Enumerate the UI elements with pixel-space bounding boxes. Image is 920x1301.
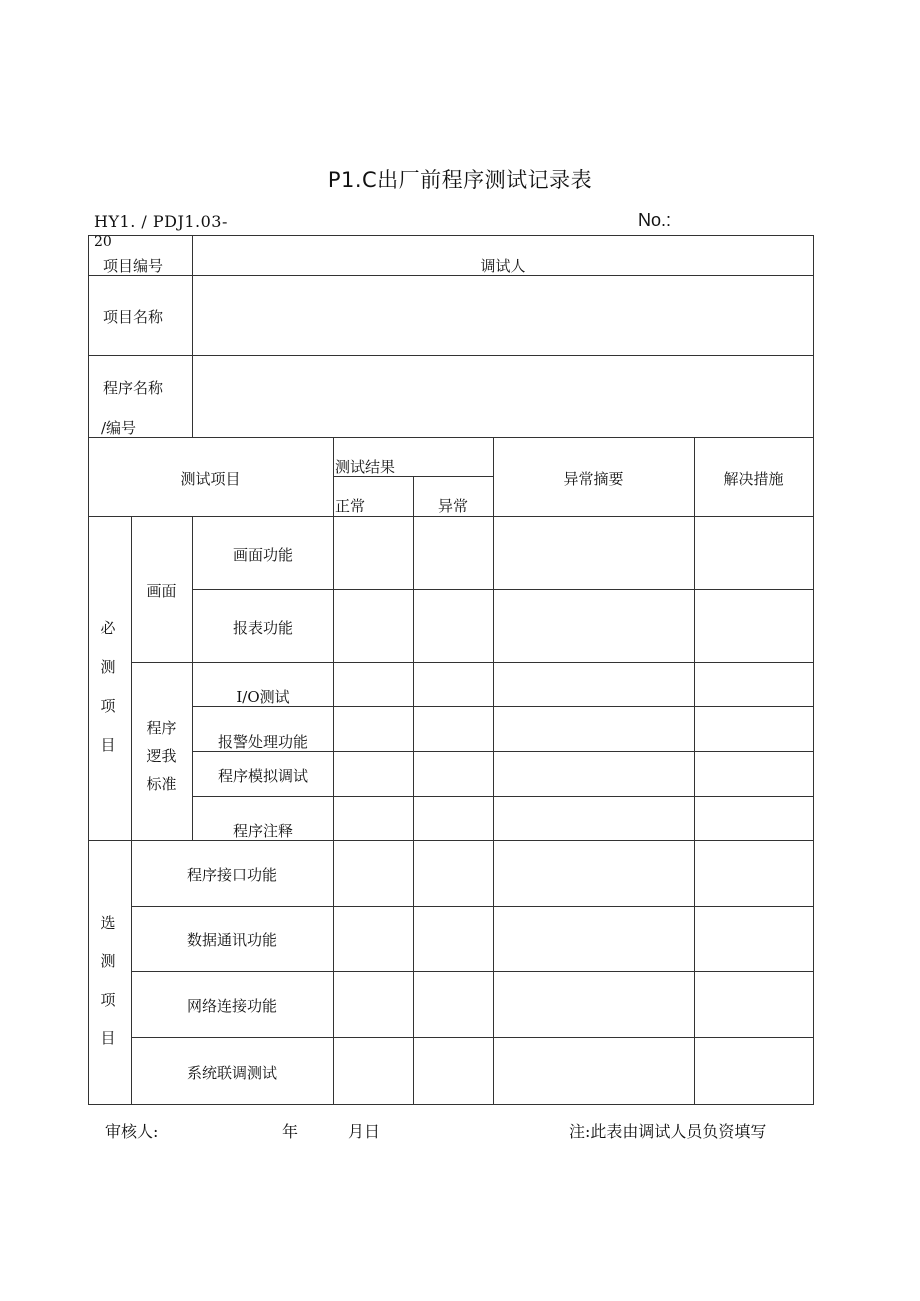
month-day-label: 月日 bbox=[348, 1122, 381, 1141]
required-group-char: 测 bbox=[100, 658, 116, 676]
test-item-label: 系统联调测试 bbox=[186, 1064, 277, 1082]
table-border-left bbox=[88, 235, 89, 1105]
abnormal-header: 异常 bbox=[437, 497, 468, 515]
test-item-label: I/O测试 bbox=[236, 688, 290, 706]
footer-note: 注:此表由调试人员负资填写 bbox=[569, 1122, 767, 1141]
test-result-header: 测试结果 bbox=[335, 458, 396, 476]
table-rule bbox=[333, 437, 334, 1105]
document-code: HY1. / PDJ1.03- bbox=[94, 212, 228, 231]
test-item-label: 程序注释 bbox=[232, 822, 293, 840]
table-rule bbox=[131, 516, 132, 1105]
number-label: No.: bbox=[638, 210, 672, 230]
year-prefix: 20 bbox=[94, 234, 112, 250]
optional-group-char: 目 bbox=[100, 1029, 116, 1047]
test-item-label: 画面功能 bbox=[232, 546, 293, 564]
table-rule bbox=[88, 516, 814, 517]
logic-subgroup-label: 逻我 bbox=[146, 747, 177, 765]
test-item-label: 报表功能 bbox=[232, 619, 293, 637]
table-rule bbox=[131, 1037, 814, 1038]
test-item-label: 报警处理功能 bbox=[217, 733, 308, 751]
test-item-label: 数据通讯功能 bbox=[186, 931, 277, 949]
test-item-header: 测试项目 bbox=[180, 470, 241, 488]
logic-subgroup-label: 程序 bbox=[146, 719, 177, 737]
table-rule bbox=[694, 437, 695, 1105]
program-no-label: /编号 bbox=[101, 419, 137, 437]
table-rule bbox=[131, 971, 814, 972]
normal-header: 正常 bbox=[335, 497, 366, 515]
test-item-label: 网络连接功能 bbox=[186, 997, 277, 1015]
required-group-char: 必 bbox=[100, 619, 116, 637]
page-title: P1.C出厂前程序测试记录表 bbox=[327, 168, 593, 192]
table-border-right bbox=[813, 235, 814, 1105]
required-group-char: 项 bbox=[100, 697, 116, 715]
table-rule bbox=[131, 662, 814, 663]
required-group-char: 目 bbox=[100, 736, 116, 754]
optional-group-char: 测 bbox=[100, 952, 116, 970]
reviewer-label: 审核人: bbox=[105, 1122, 159, 1141]
tester-label: 调试人 bbox=[480, 257, 526, 275]
table-rule bbox=[413, 476, 414, 1105]
table-rule bbox=[88, 437, 814, 438]
table-rule bbox=[131, 906, 814, 907]
optional-group-char: 选 bbox=[100, 914, 116, 932]
table-rule bbox=[193, 796, 814, 797]
project-name-label: 项目名称 bbox=[103, 308, 164, 326]
table-rule bbox=[88, 355, 814, 356]
abnormal-summary-header: 异常摘要 bbox=[563, 470, 624, 488]
program-name-label: 程序名称 bbox=[103, 379, 164, 397]
test-item-label: 程序接口功能 bbox=[186, 866, 277, 884]
table-border-bottom bbox=[88, 1104, 814, 1105]
logic-subgroup-label: 标准 bbox=[146, 775, 177, 793]
table-rule bbox=[493, 437, 494, 1105]
test-item-label: 程序模拟调试 bbox=[217, 767, 308, 785]
table-border-top bbox=[88, 235, 814, 236]
year-label: 年 bbox=[282, 1122, 299, 1141]
solution-header: 解决措施 bbox=[723, 470, 784, 488]
optional-group-char: 项 bbox=[100, 991, 116, 1009]
screen-subgroup-label: 画面 bbox=[146, 582, 177, 600]
project-no-label: 项目编号 bbox=[103, 257, 164, 275]
table-rule bbox=[193, 589, 814, 590]
